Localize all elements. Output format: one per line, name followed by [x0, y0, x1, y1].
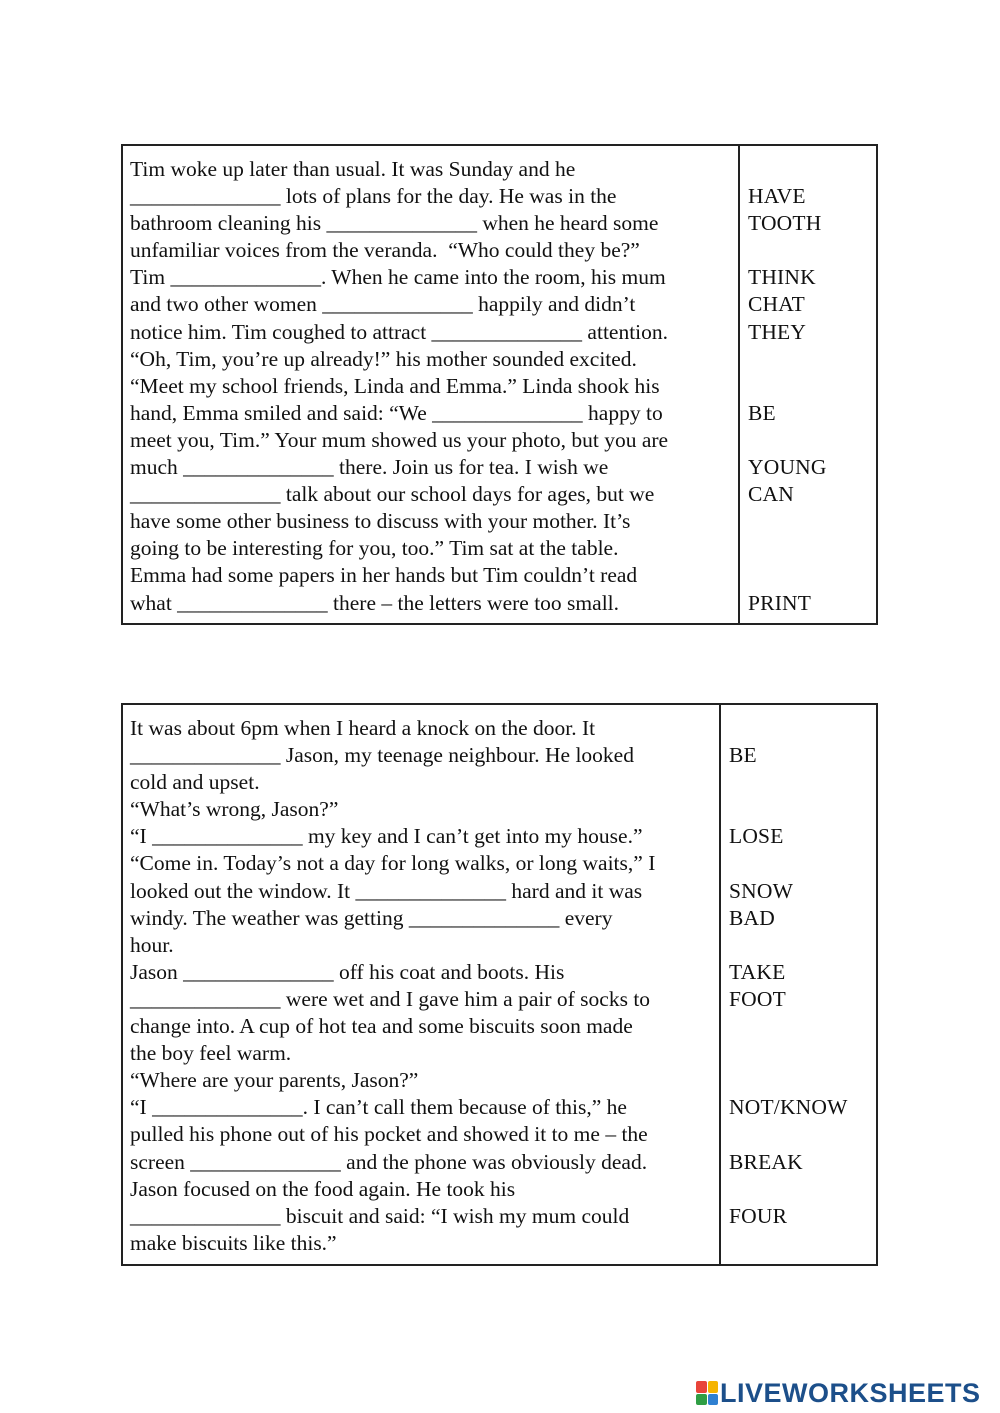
text-line: ______________ lots of plans for the day. He was in the: [130, 184, 617, 209]
text-line: Tim ______________. When he came into the room, his mum: [130, 265, 666, 290]
base-word: [729, 1230, 876, 1257]
badge-tile: [696, 1394, 707, 1406]
base-word: BREAK: [729, 1149, 803, 1174]
exercise-1-text: [123, 146, 740, 623]
text-line: pulled his phone out of his pocket and showed it to me – the: [130, 1122, 648, 1147]
text-line: Tim woke up later than usual. It was Sunday and he: [130, 157, 576, 181]
base-word: THEY: [748, 319, 807, 344]
text-line: ______________ were wet and I gave him a pair of socks to: [130, 986, 651, 1011]
text-line: make biscuits like this.”: [130, 1230, 337, 1255]
text-line: what ______________ there – the letters were too small.: [130, 590, 620, 615]
text-line: meet you, Tim.” Your mum showed us your photo, but you are: [130, 427, 669, 452]
text-line: looked out the window. It ______________ hard and it was: [130, 878, 643, 903]
base-word: BE: [729, 743, 757, 768]
text-line: change into. A cup of hot tea and some biscuits soon made: [130, 1014, 633, 1039]
exercise-2-box: [121, 703, 878, 1266]
text-line: cold and upset.: [130, 770, 260, 795]
text-line: “Where are your parents, Jason?”: [130, 1068, 419, 1093]
base-word: BAD: [729, 905, 775, 930]
base-word: [748, 346, 876, 373]
text-line: and two other women ______________ happily and didn’t: [130, 292, 636, 317]
text-line: “I ______________ my key and I can’t get into my house.”: [130, 824, 643, 849]
badge-tile: [708, 1394, 719, 1406]
base-word: SNOW: [729, 878, 794, 903]
base-word: [729, 850, 876, 877]
base-word: [729, 932, 876, 959]
base-word: CAN: [748, 482, 794, 507]
base-word: FOOT: [729, 986, 786, 1011]
base-word: [748, 535, 876, 562]
base-word: [748, 237, 876, 264]
base-word: [729, 1176, 876, 1203]
text-line: “What’s wrong, Jason?”: [130, 797, 339, 822]
text-line: hand, Emma smiled and said: “We ______________ happy to: [130, 400, 663, 425]
liveworksheets-logo: [696, 1378, 981, 1408]
text-line: notice him. Tim coughed to attract ______________ attention.: [130, 319, 669, 344]
exercise-2-text: [123, 705, 721, 1264]
base-word: PRINT: [748, 590, 812, 615]
text-line: have some other business to discuss with your mother. It’s: [130, 509, 631, 534]
exercise-2-word-list: [721, 705, 876, 1264]
logo-badge-icon: [696, 1381, 718, 1405]
base-word: [748, 156, 876, 183]
text-line: going to be interesting for you, too.” Tim sat at the table.: [130, 536, 619, 561]
base-word: THINK: [748, 265, 816, 290]
text-line: ______________ talk about our school days for ages, but we: [130, 482, 655, 507]
base-word: NOT/KNOW: [729, 1095, 848, 1120]
logo-text: LIVEWORKSHEETS: [720, 1377, 981, 1408]
base-word: [729, 769, 876, 796]
base-word: [748, 427, 876, 454]
base-word: [748, 508, 876, 535]
text-line: screen ______________ and the phone was obviously dead.: [130, 1149, 648, 1174]
text-line: “Come in. Today’s not a day for long walks, or long waits,” I: [130, 851, 656, 876]
base-word: [729, 1067, 876, 1094]
text-line: the boy feel warm.: [130, 1041, 292, 1066]
text-line: ______________ Jason, my teenage neighbour. He looked: [130, 743, 634, 768]
text-line: It was about 6pm when I heard a knock on the door. It: [130, 716, 596, 740]
base-word: TOOTH: [748, 211, 822, 236]
exercise-1-box: [121, 144, 878, 625]
text-line: Emma had some papers in her hands but Tim couldn’t read: [130, 563, 638, 588]
badge-tile: [708, 1381, 719, 1393]
text-line: Jason focused on the food again. He took his: [130, 1176, 516, 1201]
base-word: [729, 796, 876, 823]
base-word: [729, 1040, 876, 1067]
text-line: much ______________ there. Join us for tea. I wish we: [130, 455, 609, 480]
text-line: ______________ biscuit and said: “I wish my mum could: [130, 1203, 630, 1228]
text-line: unfamiliar voices from the veranda. “Who could they be?”: [130, 238, 640, 263]
text-line: windy. The weather was getting ______________ every: [130, 905, 613, 930]
base-word: CHAT: [748, 292, 805, 317]
badge-tile: [696, 1381, 707, 1393]
text-line: Jason ______________ off his coat and boots. His: [130, 959, 565, 984]
base-word: LOSE: [729, 824, 784, 849]
base-word: [729, 1013, 876, 1040]
text-line: bathroom cleaning his ______________ when he heard some: [130, 211, 659, 236]
base-word: [729, 1121, 876, 1148]
text-line: hour.: [130, 932, 174, 957]
text-line: “Oh, Tim, you’re up already!” his mother sounded excited.: [130, 346, 637, 371]
base-word: FOUR: [729, 1203, 788, 1228]
base-word: YOUNG: [748, 455, 827, 480]
base-word: [729, 715, 876, 742]
base-word: HAVE: [748, 184, 806, 209]
exercise-1-word-list: [740, 146, 876, 623]
base-word: TAKE: [729, 959, 786, 984]
base-word: BE: [748, 400, 776, 425]
base-word: [748, 562, 876, 589]
base-word: [748, 373, 876, 400]
text-line: “I ______________. I can’t call them because of this,” he: [130, 1095, 627, 1120]
text-line: “Meet my school friends, Linda and Emma.” Linda shook his: [130, 373, 660, 398]
